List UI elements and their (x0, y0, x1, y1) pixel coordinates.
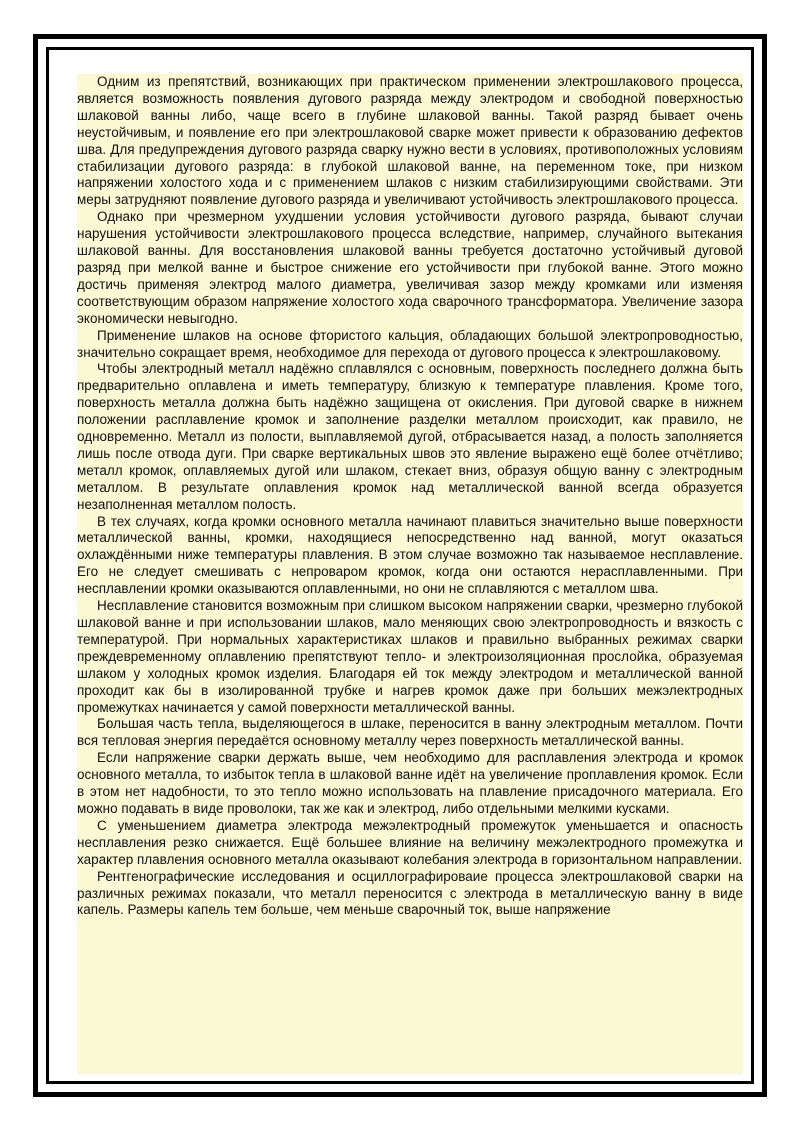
paragraph: Однако при чрезмерном ухудшении условия устойчивости дугового разряда, бывают случаи нарушения устойчивости электрошлакового процесса вследствие, например, случайного вытекания шлаковой ванны. Для восстановления шлаковой ванны требуется достаточно устойчивый дуговой разряд при мелкой ванне и быстрое снижение его устойчивости при глубокой ванне. Этого можно достичь применяя электрод малого диаметра, увеличивая зазор между кромками или изменяя соответствующим образом напряжение холостого хода сварочного трансформатора. Увеличение зазора экономически невыгодно. (77, 209, 743, 326)
paragraph: Большая часть тепла, выделяющегося в шлаке, переносится в ванну электродным металлом. Почти вся тепловая энергия передаётся основному металлу через поверхность металлической ванны. (77, 716, 743, 749)
paragraph: С уменьшением диаметра электрода межэлектродный промежуток уменьшается и опасность несплавления резко снижается. Ещё большее влияние на величину межэлектродного промежутка и характер плавления основного металла оказывают колебания электрода в горизонтальном направлении. (77, 817, 743, 867)
paragraph: Чтобы электродный металл надёжно сплавлялся с основным, поверхность последнего должна быть предварительно оплавлена и иметь температуру, близкую к температуре плавления. Кроме того, поверхность металла должна быть надёжно защищена от окисления. При дуговой сварке в нижнем положении расплавление кромок и заполнение разделки металлом происходит, как правило, не одновременно. Металл из полости, выплавляемой дугой, отбрасывается назад, а полость заполняется лишь после отвода дуги. При сварке вертикальных швов это явление выражено ещё более отчётливо; металл кромок, оплавляемых дугой или шлаком, стекает вниз, образуя общую ванну с электродным металлом. В результате оплавления кромок над металлической ванной всегда образуется незаполненная металлом полость. (77, 361, 743, 512)
paragraph: В тех случаях, когда кромки основного металла начинают плавиться значительно выше поверхности металлической ванны, кромки, находящиеся непосредственно над ванной, могут оказаться охлаждёнными ниже температуры плавления. В этом случае возможно так называемое несплавление. Его не следует смешивать с непроваром кромок, когда они остаются нерасплавленными. При несплавлении кромки оказываются оплавленными, но они не сплавляются с металлом шва. (77, 513, 743, 597)
paragraph: Одним из препятствий, возникающих при практическом применении электрошлакового процесса, является возможность появления дугового разряда между электродом и свободной поверхностью шлаковой ванны либо, чаще всего в глубине шлаковой ванны. Такой разряд бывает очень неустойчивым, и появление его при электрошлаковой сварке может привести к образованию дефектов шва. Для предупреждения дугового разряда сварку нужно вести в условиях, противоположных условиям стабилизации дугового разряда: в глубокой шлаковой ванне, на переменном токе, при низком напряжении холостого хода и с применением шлаков с низким стабилизирующими свойствами. Эти меры затрудняют появление дугового разряда и увеличивают устойчивость электрошлакового процесса. (77, 74, 743, 208)
paragraph: Рентгенографические исследования и осциллографироваие процесса электрошлаковой сварки на различных режимах показали, что металл переносится с электрода в металлическую ванну в виде капель. Размеры капель тем больше, чем меньше сварочный ток, выше напряжение (77, 868, 743, 918)
paragraph: Несплавление становится возможным при слишком высоком напряжении сварки, чрезмерно глубокой шлаковой ванне и при использовании шлаков, мало меняющих свою электропроводность и вязкость с температурой. При нормальных характеристиках шлаков и правильно выбранных режимах сварки преждевременному оплавлению препятствуют тепло- и электроизоляционная прослойка, образуемая шлаком у холодных кромок изделия. Благодаря ей ток между электродом и металлической ванной проходит как бы в изолированной трубке и нагрев кромок даже при больших межэлектродных промежутках начинается у самой поверхности металлической ванны. (77, 598, 743, 715)
document-body (77, 74, 743, 1074)
paragraph: Применение шлаков на основе фтористого кальция, обладающих большой электропроводностью, значительно сокращает время, необходимое для перехода от дугового процесса к электрошлаковому. (77, 327, 743, 360)
paragraph: Если напряжение сварки держать выше, чем необходимо для расплавления электрода и кромок основного металла, то избыток тепла в шлаковой ванне идёт на увеличение проплавления кромок. Если в этом нет надобности, то это тепло можно использовать на плавление присадочного материала. Его можно подавать в виде проволоки, так же как и электрод, либо отдельными мелкими кусками. (77, 750, 743, 816)
